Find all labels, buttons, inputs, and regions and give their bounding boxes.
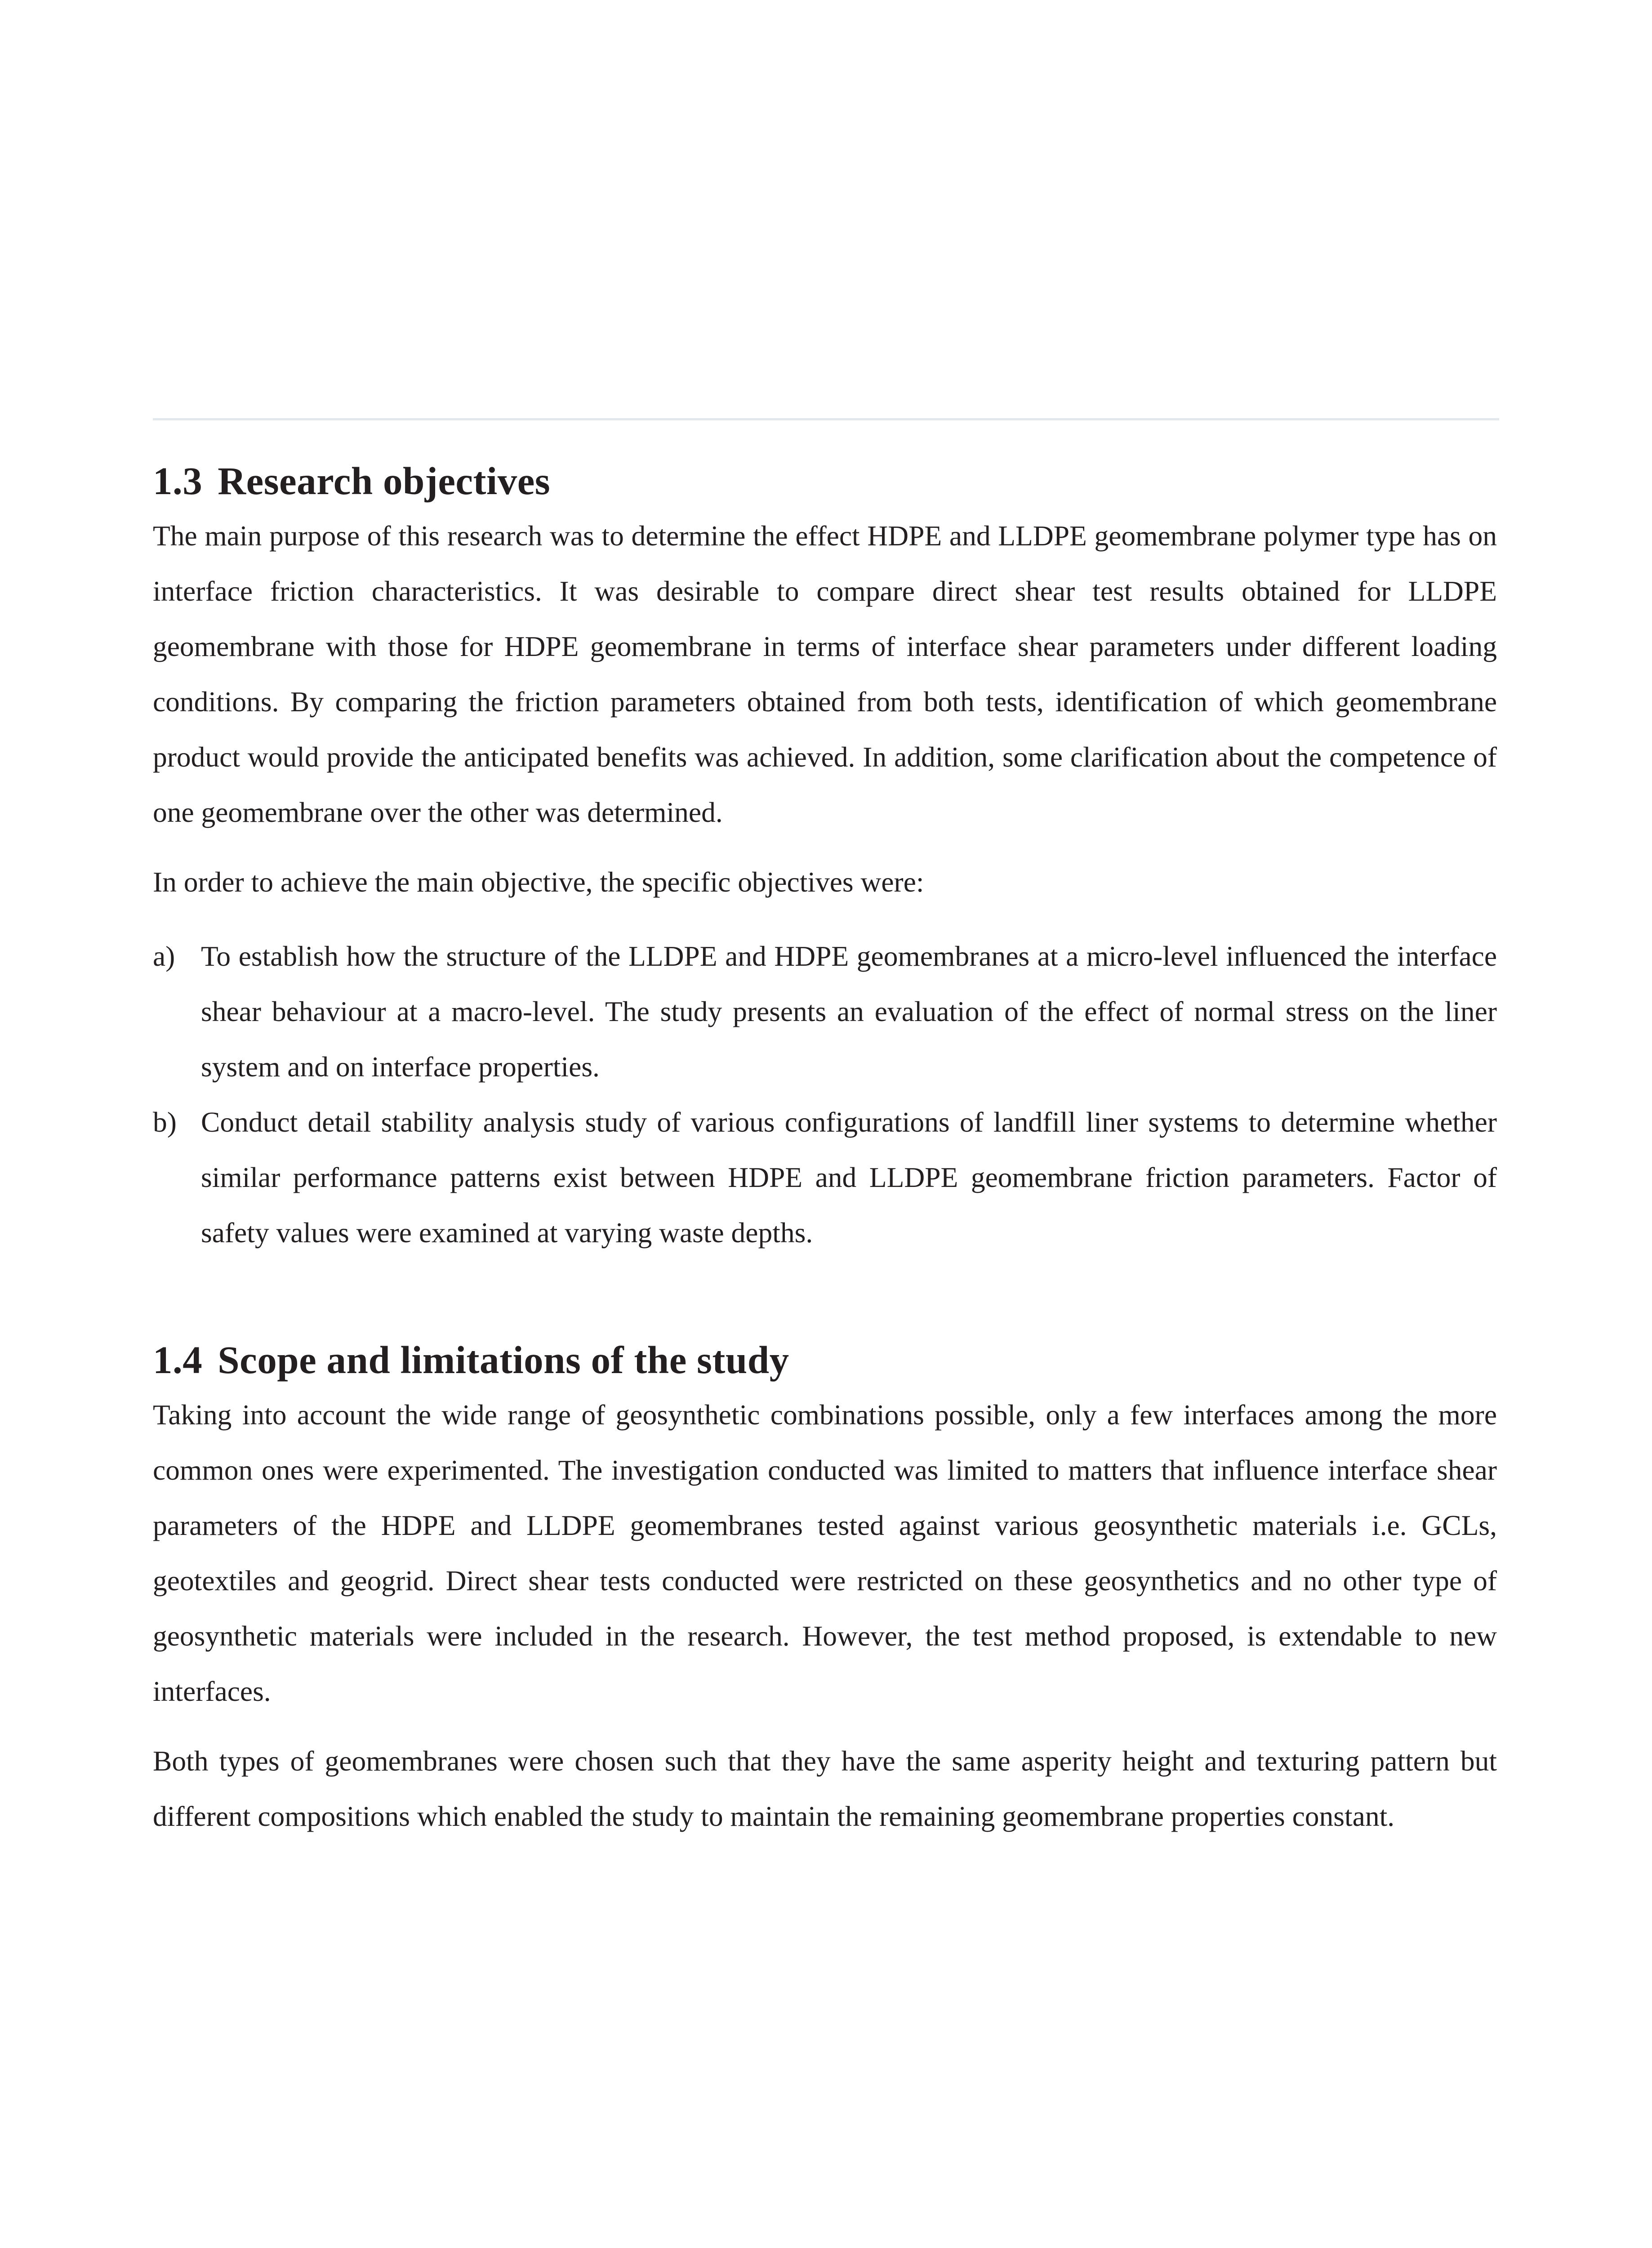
- section-number: 1.3: [153, 459, 203, 503]
- paragraph: Taking into account the wide range of geosynthetic combinations possible, only a few interfaces among the more common ones were experimented. The investigation conducted was limited to matters that influence interface shear parameters of the HDPE and LLDPE geomembranes tested against various geosynthetic materials i.e. GCLs, geotextiles and geogrid. Direct shear tests conducted were restricted on these geosynthetics and no other type of geosynthetic materials were included in the research. However, the test method proposed, is extendable to new interfaces.: [153, 1399, 1497, 1707]
- section-title: Research objectives: [218, 459, 551, 503]
- list-item: [153, 928, 1497, 1094]
- section-scope-and-limitations: [153, 1333, 1497, 1844]
- list-marker: b): [153, 1106, 177, 1138]
- header-rule: [153, 418, 1499, 420]
- list-item-text: Conduct detail stability analysis study of various configurations of landfill liner systems to determine whether similar performance patterns exist between HDPE and LLDPE geomembrane friction parameters. Factor of safety values were examined at varying waste depths.: [201, 1106, 1497, 1249]
- section-heading: [153, 1333, 1497, 1387]
- section-research-objectives: [153, 454, 1497, 1260]
- section-number: 1.4: [153, 1338, 203, 1382]
- paragraph: The main purpose of this research was to determine the effect HDPE and LLDPE geomembrane polymer type has on interface friction characteristics. It was desirable to compare direct shear test results obtained for LLDPE geomembrane with those for HDPE geomembrane in terms of interface shear parameters under different loading conditions. By comparing the friction parameters obtained from both tests, identification of which geomembrane product would provide the anticipated benefits was achieved. In addition, some clarification about the competence of one geomembrane over the other was determined.: [153, 520, 1497, 828]
- list-item: [153, 1094, 1497, 1260]
- list-marker: a): [153, 940, 175, 972]
- section-heading: [153, 454, 1497, 508]
- paragraph: Both types of geomembranes were chosen such that they have the same asperity height and texturing pattern but different compositions which enabled the study to maintain the remaining geomembrane properties constant.: [153, 1745, 1497, 1832]
- paragraph: In order to achieve the main objective, the specific objectives were:: [153, 866, 924, 898]
- objectives-list: [153, 928, 1497, 1260]
- section-title: Scope and limitations of the study: [218, 1338, 789, 1382]
- list-item-text: To establish how the structure of the LLDPE and HDPE geomembranes at a micro-level influenced the interface shear behaviour at a macro-level. The study presents an evaluation of the effect of normal stress on the liner system and on interface properties.: [201, 940, 1497, 1083]
